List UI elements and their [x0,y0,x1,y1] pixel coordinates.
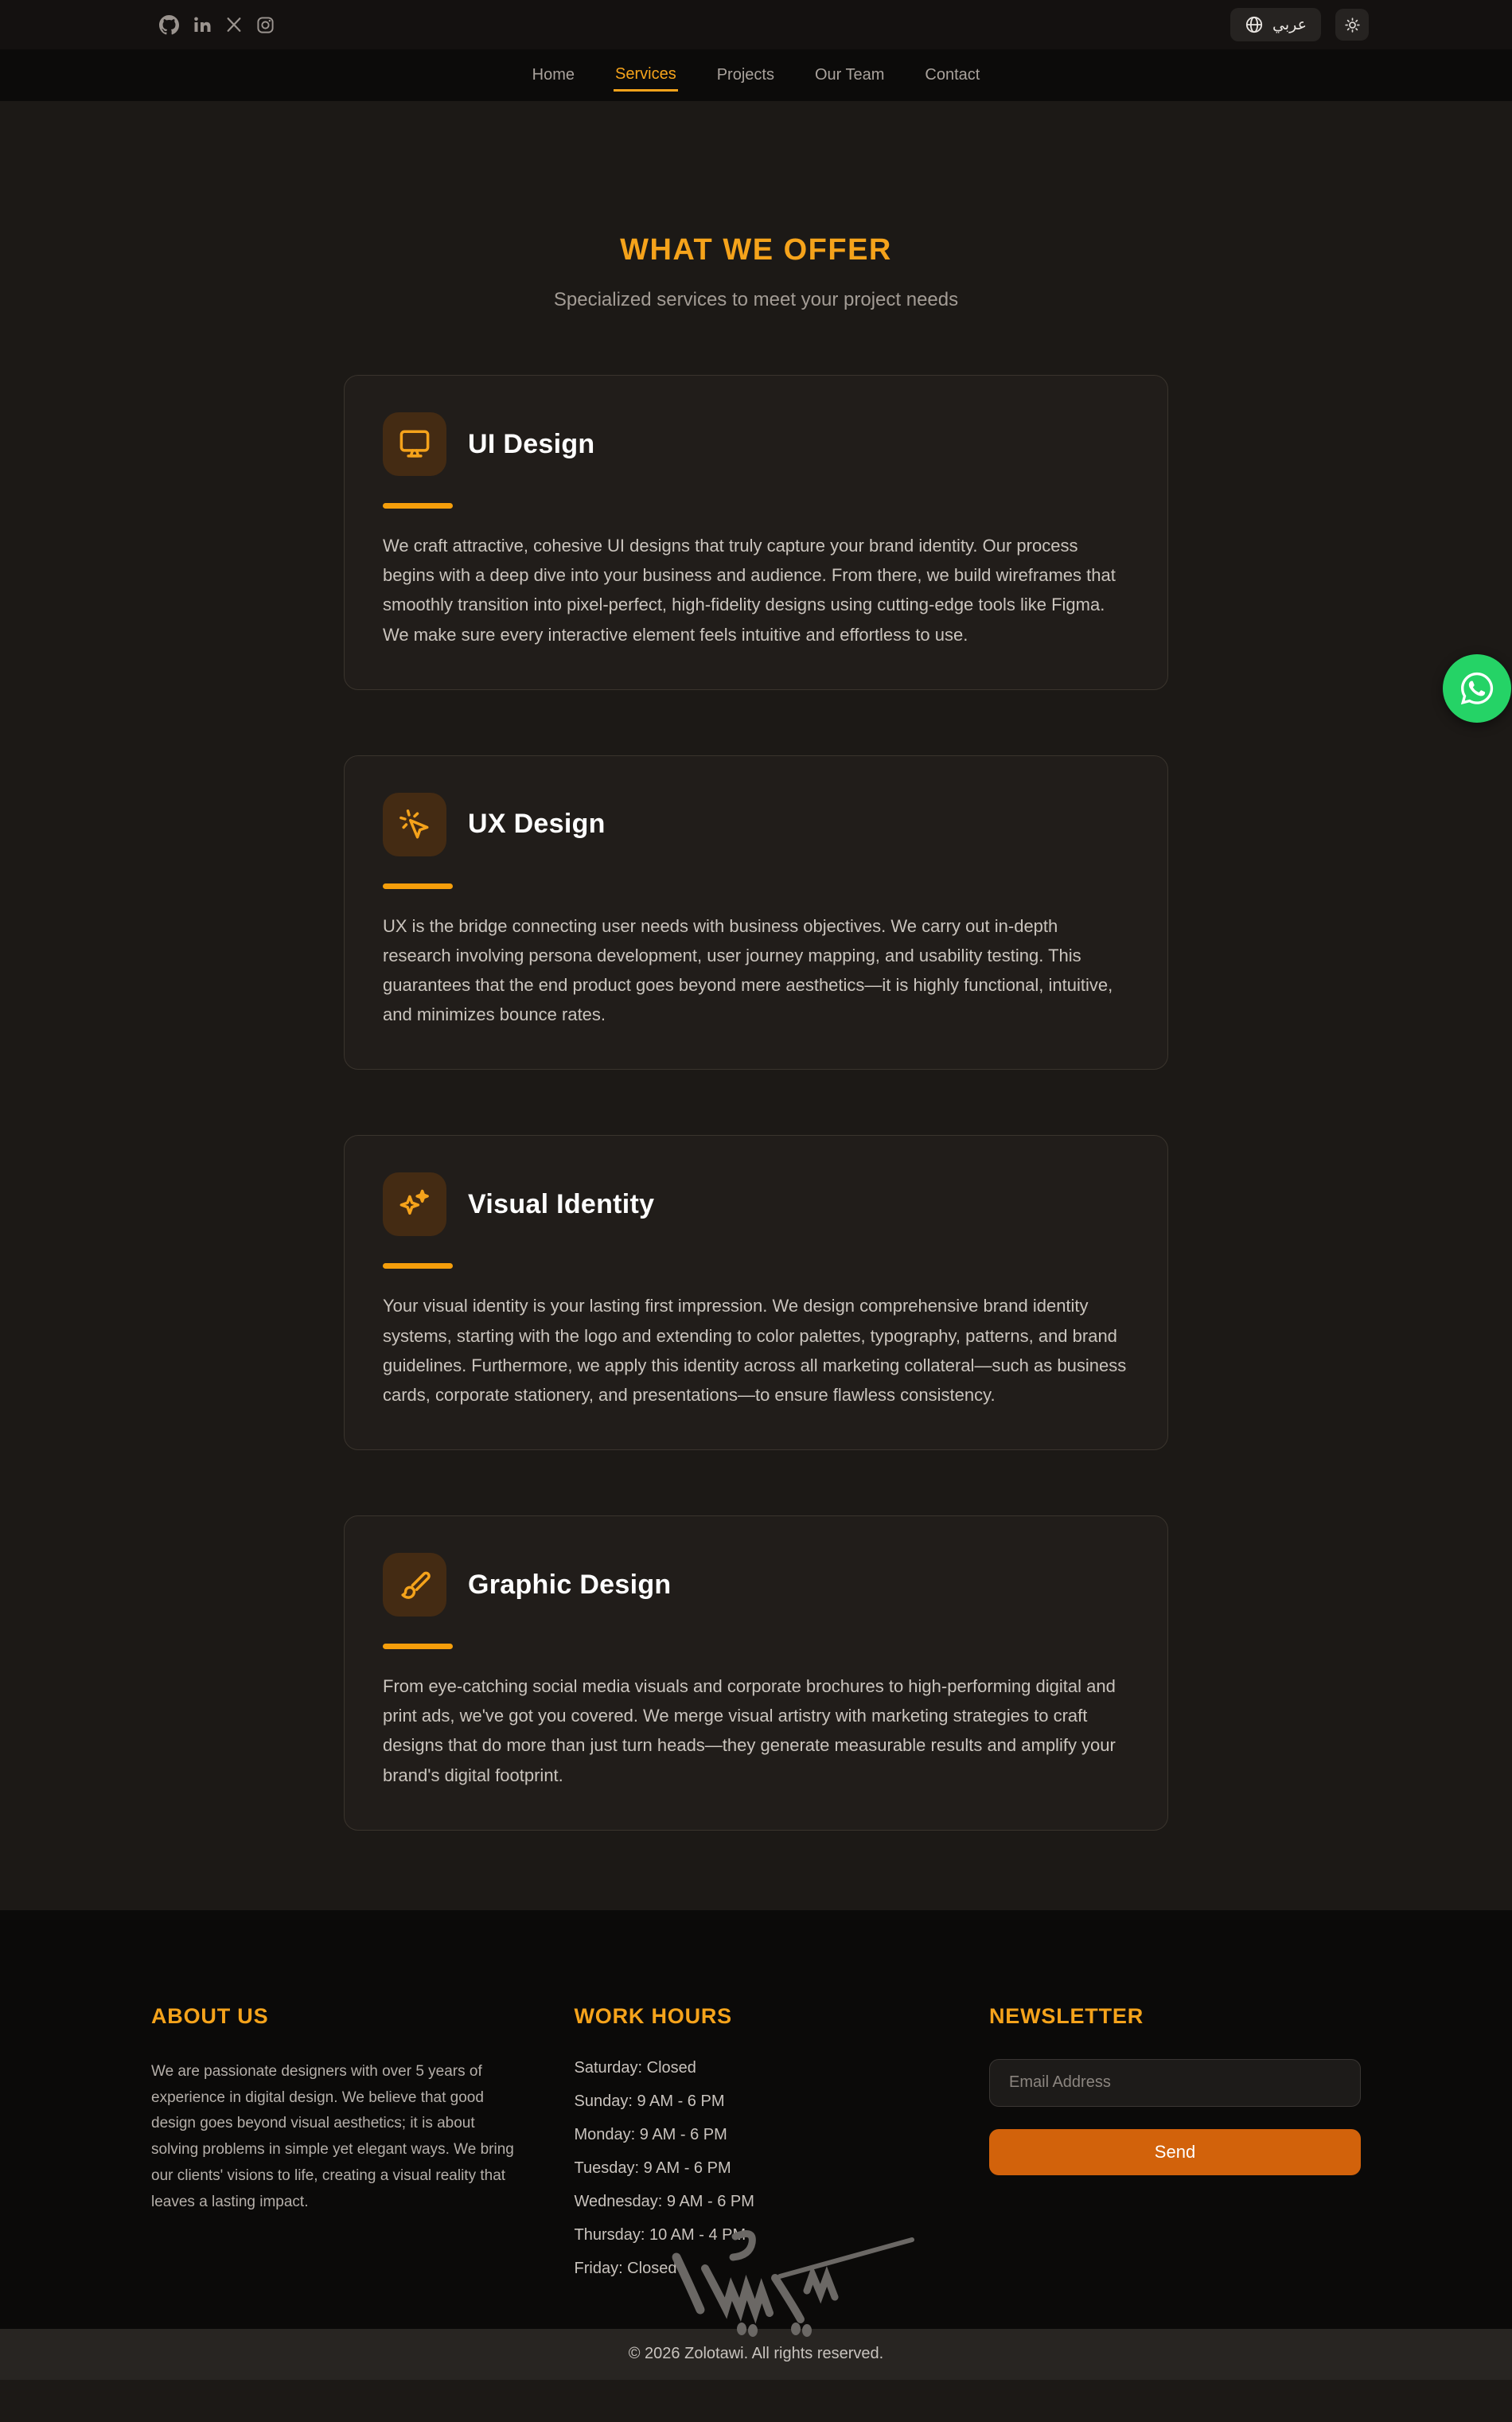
service-card-ui-design [344,375,1168,690]
nav-item-home[interactable]: Home [532,66,575,84]
language-label: عربي [1272,16,1307,33]
github-icon[interactable] [159,15,179,35]
main-nav [0,49,1512,101]
accent-underline [383,1263,453,1269]
nav-item-contact[interactable]: Contact [925,66,980,84]
globe-icon [1245,15,1264,34]
email-input[interactable] [989,2059,1361,2107]
copyright-text: © 2026 Zolotawi. All rights reserved. [628,2345,884,2363]
footer [0,1910,1512,2329]
nav-item-projects[interactable]: Projects [716,66,774,84]
monitor-icon [383,412,446,476]
language-toggle-button[interactable] [1230,8,1321,41]
work-hours-row: Wednesday: 9 AM - 6 PM [574,2192,754,2210]
service-title: UI Design [468,428,595,459]
x-icon[interactable] [225,16,243,33]
service-description: From eye-catching social media visuals and corporate brochures to high-performing digital and print ads, we've got you covered. We merge visual artistry with marketing strategies to craft designs that do more than just turn heads—they generate measurable results and amplify your brand's digital footprint. [383,1676,1116,1785]
nav-item-our-team[interactable]: Our Team [814,66,885,84]
service-card-ux-design [344,755,1168,1071]
service-title: Visual Identity [468,1188,655,1219]
topbar-controls [1230,8,1369,41]
about-title: ABOUT US [151,2003,269,2028]
footer-about [151,2004,519,2293]
work-hours-row: Monday: 9 AM - 6 PM [574,2125,727,2143]
service-cards [344,375,1168,1831]
paintbrush-icon [383,1553,446,1617]
work-hours-row: Sunday: 9 AM - 6 PM [574,2092,725,2110]
work-hours-row: Saturday: Closed [574,2058,696,2077]
cursor-click-icon [383,793,446,856]
about-text: We are passionate designers with over 5 years of experience in digital design. We believe that good design goes beyond visual aesthetics; it is about solving problems in simple yet elegant ways. We bring our clients' visions to life, creating a visual reality that leaves a lasting impact. [151,2062,514,2211]
section-title: WHAT WE OFFER [620,233,892,267]
service-card-visual-identity [344,1135,1168,1450]
social-links [159,15,275,35]
newsletter-title: NEWSLETTER [989,2003,1144,2028]
work-hours-row: Tuesday: 9 AM - 6 PM [574,2159,731,2177]
sun-icon [1344,17,1361,33]
nav-item-services[interactable]: Services [614,59,678,92]
service-description: We craft attractive, cohesive UI designs that truly capture your brand identity. Our process begins with a deep dive into your business and audience. From there, we build wireframes that smoothly transition into pixel-perfect, high-fidelity designs using cutting-edge tools like Figma. We make sure every interactive element feels intuitive and effortless to use. [383,536,1116,645]
work-hours-row: Friday: Closed [574,2259,677,2277]
send-button[interactable]: Send [989,2129,1361,2175]
linkedin-icon[interactable] [193,15,212,34]
work-hours-title: WORK HOURS [574,2003,732,2028]
service-description: UX is the bridge connecting user needs with business objectives. We carry out in-depth research involving persona development, user journey mapping, and usability testing. This guarantees that the end product goes beyond mere aesthetics—it is highly functional, intuitive, and minimizes bounce rates. [383,915,1113,1025]
accent-underline [383,1644,453,1649]
footer-newsletter [989,2004,1361,2293]
theme-toggle-button[interactable] [1335,9,1369,41]
sparkles-icon [383,1172,446,1236]
top-bar [0,0,1512,49]
section-subtitle: Specialized services to meet your project needs [553,289,959,310]
service-card-graphic-design [344,1515,1168,1831]
whatsapp-button[interactable] [1443,654,1511,723]
accent-underline [383,503,453,509]
services-section [0,101,1512,1910]
accent-underline [383,883,453,889]
instagram-icon[interactable] [256,16,275,34]
service-description: Your visual identity is your lasting first impression. We design comprehensive brand identity systems, starting with the logo and extending to color palettes, typography, patterns, and brand guidelines. Furthermore, we apply this identity across all marketing collateral—such as business cards, corporate stationery, and presentations—to ensure flawless consistency. [383,1296,1127,1405]
work-hours-row: Thursday: 10 AM - 4 PM [574,2225,746,2244]
service-title: UX Design [468,809,606,840]
whatsapp-icon [1459,670,1495,707]
service-title: Graphic Design [468,1569,672,1600]
arabic-signature-logo [659,2227,922,2342]
